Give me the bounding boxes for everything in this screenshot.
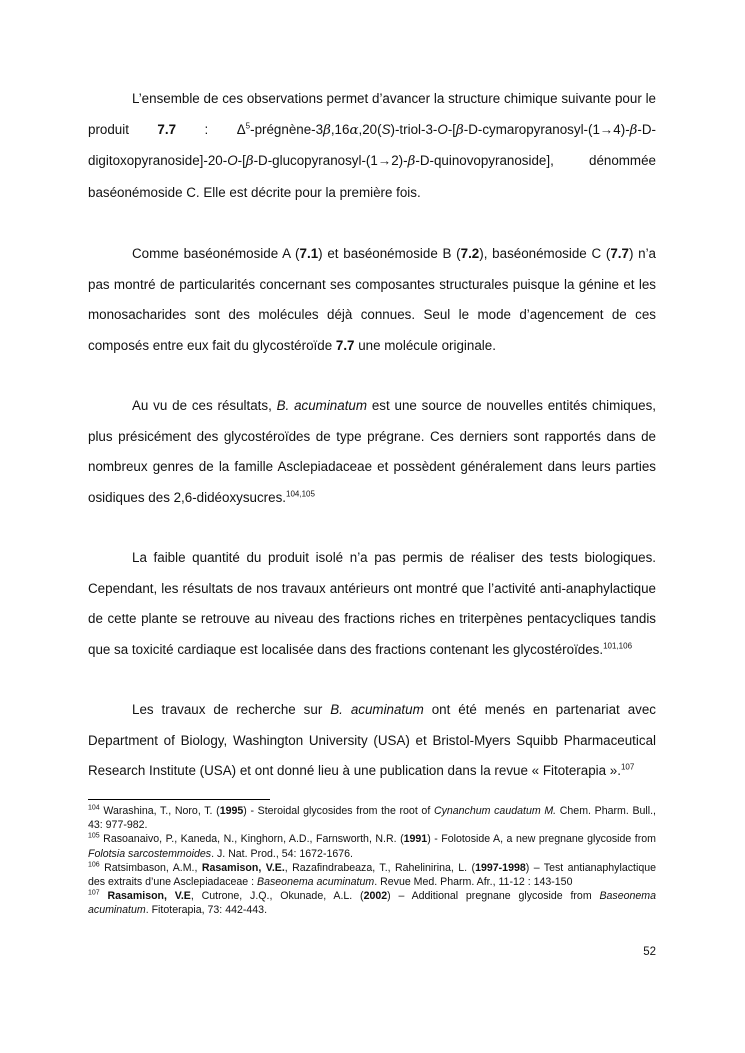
reference-marker: 101,106 <box>603 641 633 651</box>
reference-marker: 104,105 <box>286 489 315 499</box>
footnote-105: $^{105}$ Rasoanaivo, P., Kaneda, N., Kinghorn, A.D., Farnsworth, N.R. (1991) - Folotoside A, a new pregnane glycoside from Folotsia sarcostemmoides. J. Nat. Prod., 54: 1672-1676. <box>88 832 656 860</box>
paragraph-results: Au vu de ces résultats, B. acuminatum est une source de nouvelles entités chimiques, plus présicément des glycostéroïdes de type prégrane. Ces derniers sont rapportés dans de nombreux genres de la famille Asclepiadaceae et possèdent généralement dans leurs parties osidiques des 2,6-didéoxysucres.$^{104,105}$ <box>88 398 657 505</box>
compound-number: 7.7 <box>157 121 177 137</box>
footnote-106: $^{106}$ Ratsimbason, A.M., Rasamison, V.E., Razafindrabeaza, T., Rahelinirina, L. (1997-1998) – Test antianaphylactique des extraits d’une Asclepiadaceae : Baseonema acuminatum. Revue Med. Pharm. Afr., 11-12 : 143-150 <box>88 861 656 889</box>
paragraph-structure-conclusion: L’ensemble de ces observations permet d’avancer la structure chimique suivante pour le produit 7.7 : $\Delta^5-prégnène-3\beta,16\alpha,20(S)-triol-3-O-[\beta-D-cymaropyranosyl-(1\to 4)-\beta-D-digitoxopyranoside]-20-O-[\beta-D-glucopyranosyl-(1\to 2)-\beta-D$-quinovopyranoside], dénommée baséonémoside C. Elle est décrite pour la première fois. <box>88 91 657 200</box>
species-name: B. acuminatum <box>276 398 368 413</box>
footnotes <box>88 804 656 918</box>
body-text <box>88 84 656 787</box>
footnote-107: $^{107}$ Rasamison, V.E, Cutrone, J.Q., Okunade, A.L. (2002) – Additional pregnane glycoside from Baseonema acuminatum. Fitoterapia, 73: 442-443. <box>88 889 656 917</box>
paragraph-biological-tests: La faible quantité du produit isolé n’a pas permis de réaliser des tests biologiques. Cependant, les résultats de nos travaux antérieurs ont montré que l’activité anti-anaphylactique de cette plante se retrouve au niveau des fractions riches en triterpènes pentacycliques tandis que sa toxicité cardiaque est localisée dans des fractions contenant les glycostéroïdes.$^{101,106}$ <box>88 550 656 657</box>
paragraph-partnership: Les travaux de recherche sur B. acuminatum ont été menés en partenariat avec Department of Biology, Washington University (USA) et Bristol-Myers Squibb Pharmaceutical Research Institute (USA) et ont donné lieu à une publication dans la revue « Fitoterapia ».$^{107}$ <box>88 702 656 778</box>
footnote-104: $^{104}$ Warashina, T., Noro, T. (1995) - Steroidal glycosides from the root of Cynanchum caudatum M. Chem. Pharm. Bull., 43: 977-982. <box>88 804 656 832</box>
page-number: 52 <box>643 946 656 958</box>
species-name: B. acuminatum <box>330 702 424 717</box>
footnote-divider <box>88 799 270 800</box>
paragraph-comparison: Comme baséonémoside A (7.1) et baséonémoside B (7.2), baséonémoside C (7.7) n’a pas montré de particularités concernant ses composantes structurales puisque la génine et les monosacharides sont des molécules déjà connues. Seul le mode d’agencement de ces composés entre eux fait du glycostéroïde 7.7 une molécule originale. <box>88 246 656 353</box>
reference-marker: 107 <box>620 762 635 772</box>
